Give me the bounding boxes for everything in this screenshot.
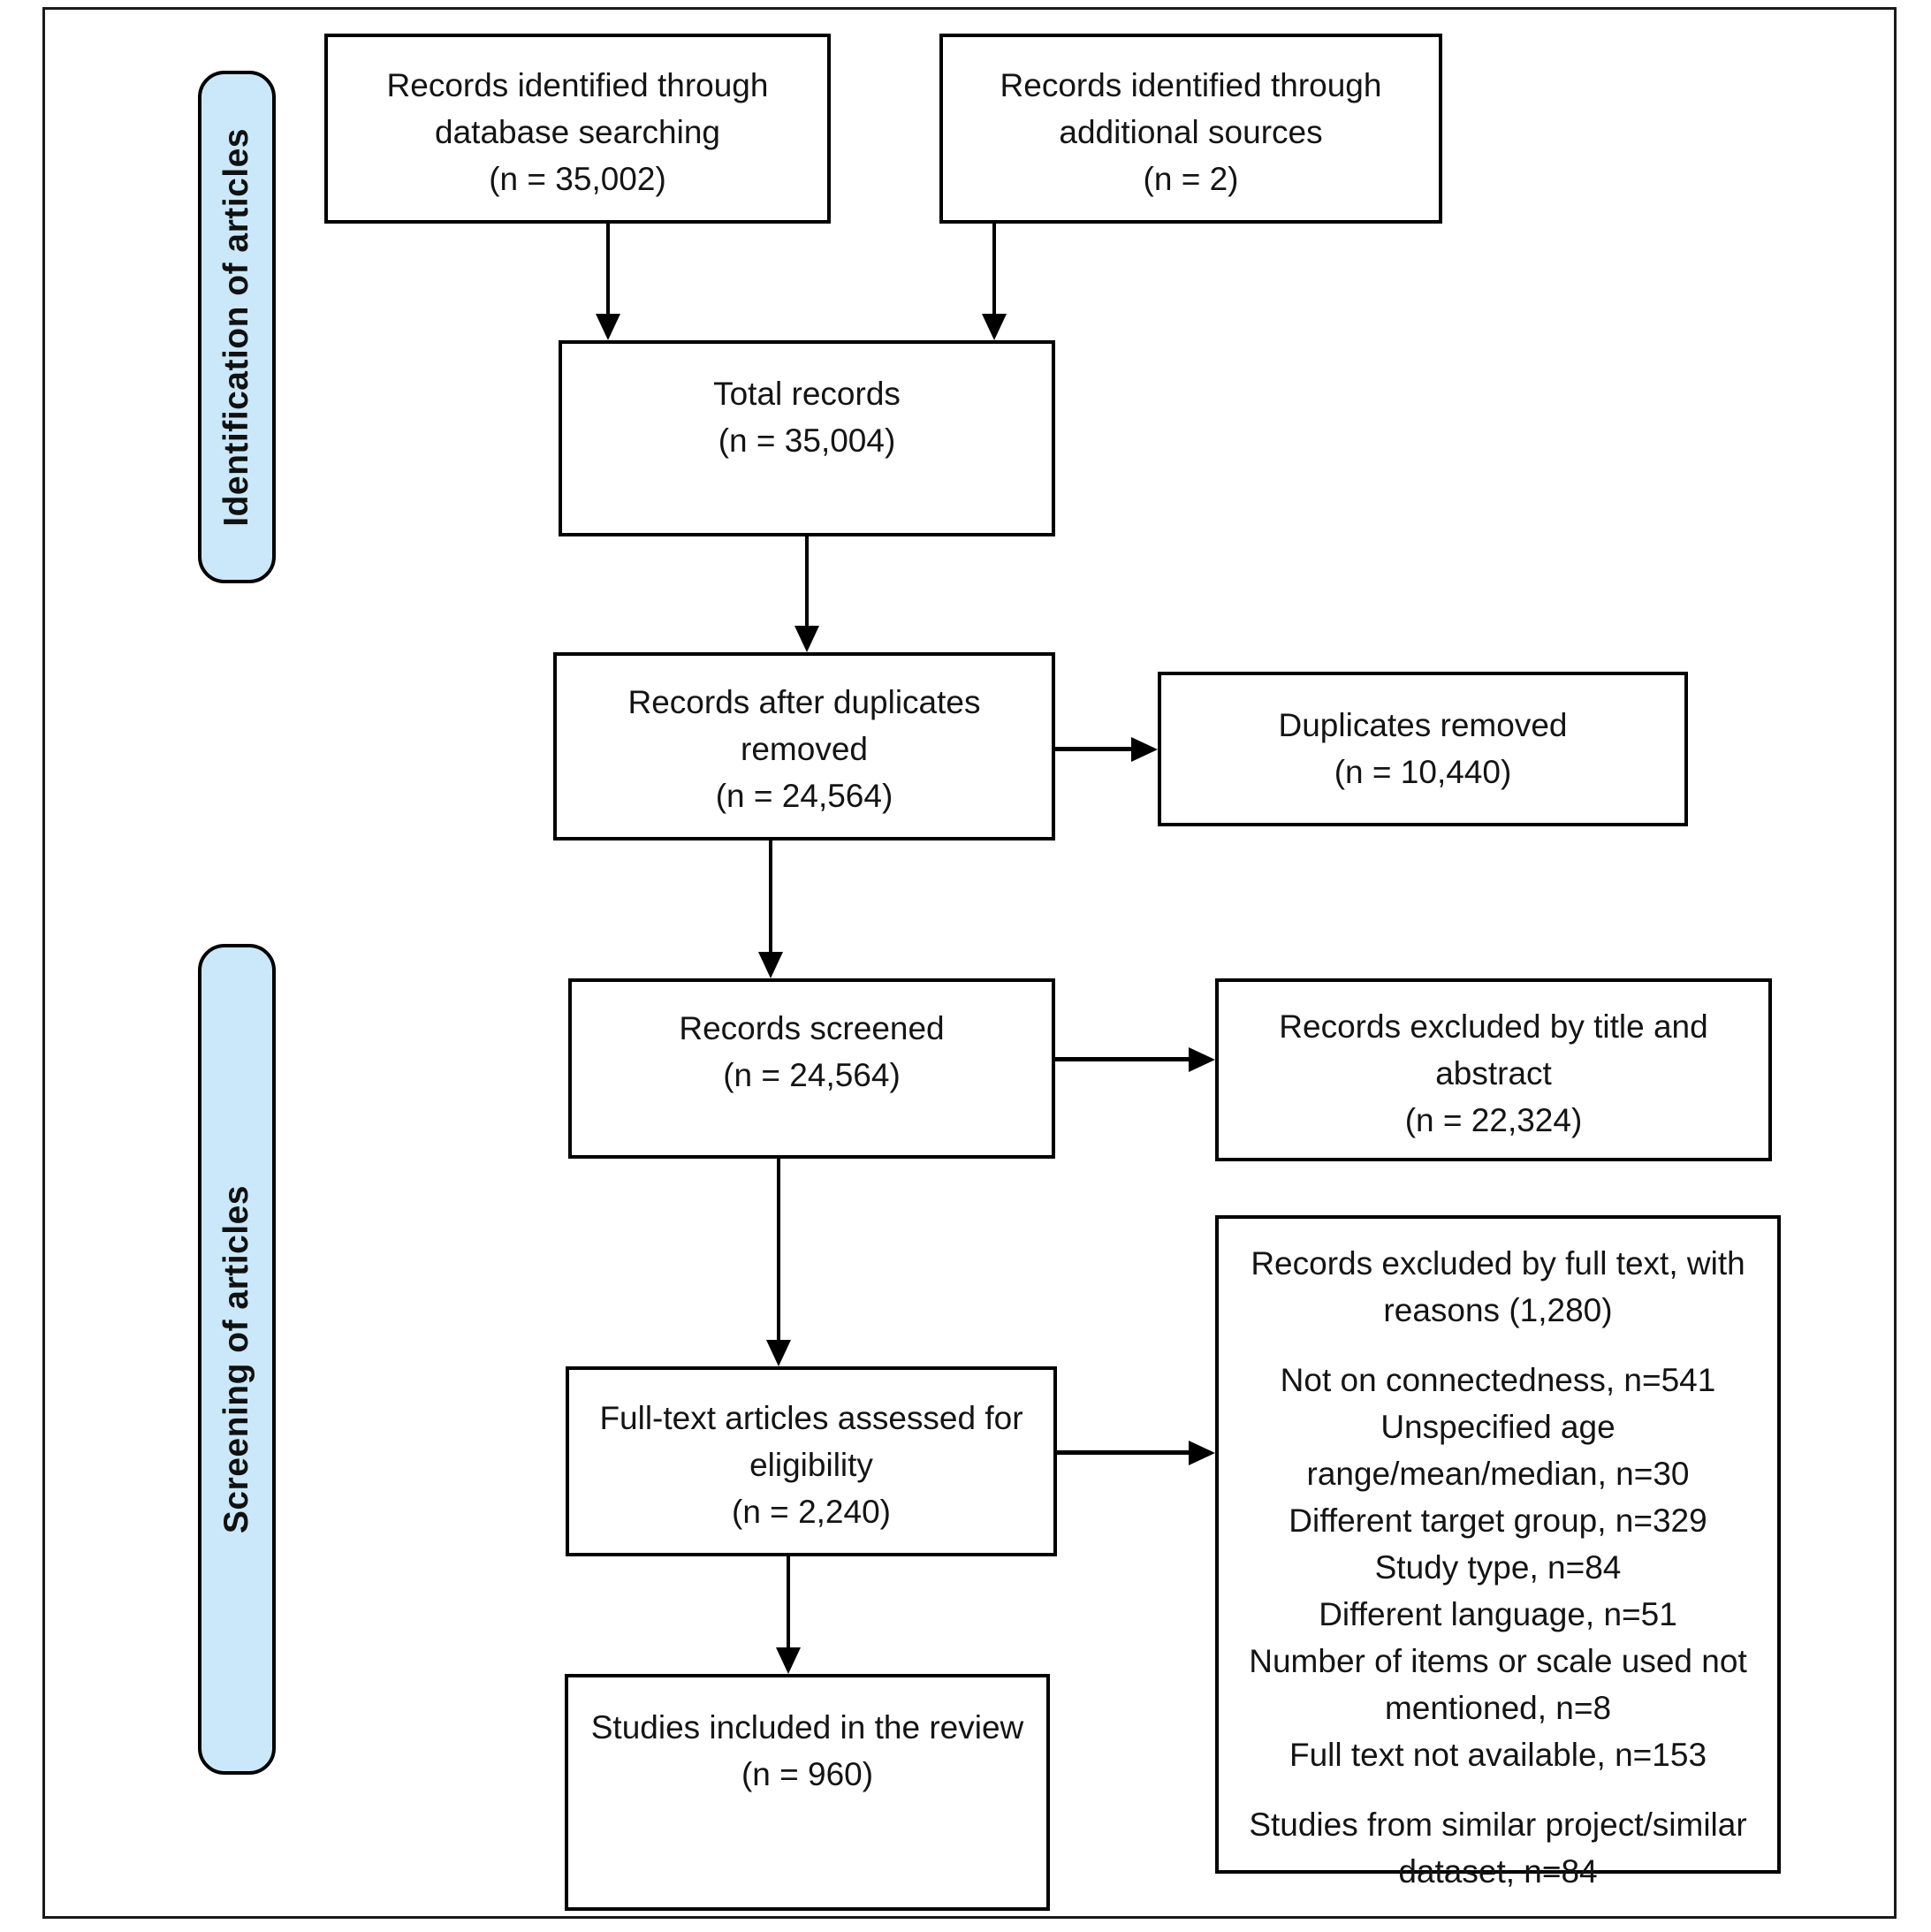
box-line: Total records bbox=[713, 376, 901, 412]
arrowhead-down-icon bbox=[776, 1647, 801, 1674]
box-duplicates-removed bbox=[1158, 672, 1688, 826]
arrow-dbsearch-to-total bbox=[606, 224, 610, 316]
box-line: (n = 2,240) bbox=[732, 1494, 891, 1530]
box-line: database searching bbox=[435, 114, 720, 150]
fulltext-exclusion-title: Records excluded by full text, with reasons (1,280) bbox=[1251, 1245, 1745, 1328]
arrow-afterdup-to-screened bbox=[769, 840, 772, 954]
arrow-afterdup-to-duplicates bbox=[1055, 747, 1133, 751]
box-line: (n = 24,564) bbox=[723, 1057, 901, 1093]
arrowhead-down-icon bbox=[982, 314, 1007, 340]
box-line: (n = 2) bbox=[1143, 161, 1239, 197]
arrow-screened-to-fulltext bbox=[777, 1159, 780, 1342]
exclusion-reason: Study type, n=84 bbox=[1374, 1549, 1622, 1586]
box-records-screened bbox=[568, 978, 1055, 1159]
box-line: (n = 960) bbox=[741, 1756, 874, 1792]
exclusion-reason: Number of items or scale used not mentioned, n=8 bbox=[1249, 1643, 1747, 1726]
box-excluded-fulltext bbox=[1215, 1215, 1781, 1890]
box-line: (n = 35,004) bbox=[718, 422, 896, 459]
arrowhead-down-icon bbox=[766, 1340, 791, 1366]
stage-label-screening: Screening of articles bbox=[217, 1184, 255, 1534]
box-line: abstract bbox=[1435, 1055, 1552, 1092]
exclusion-reason: Full text not available, n=153 bbox=[1289, 1737, 1707, 1773]
arrow-fulltext-to-included bbox=[787, 1556, 790, 1649]
box-line: Studies included in the review bbox=[590, 1709, 1024, 1746]
arrowhead-right-icon bbox=[1189, 1047, 1215, 1072]
stage-bar-identification bbox=[198, 71, 276, 583]
box-fulltext-assessed bbox=[566, 1366, 1057, 1556]
box-excluded-title-abstract bbox=[1215, 978, 1772, 1161]
box-line: Records excluded by title and bbox=[1279, 1008, 1708, 1045]
exclusion-reason: Not on connectedness, n=541 bbox=[1280, 1362, 1716, 1398]
arrowhead-down-icon bbox=[596, 314, 620, 340]
box-after-duplicates-removed bbox=[553, 652, 1055, 840]
arrowhead-right-icon bbox=[1131, 737, 1158, 762]
arrow-fulltext-to-excluded-reasons bbox=[1057, 1450, 1190, 1455]
box-line: (n = 24,564) bbox=[715, 778, 893, 814]
box-studies-included bbox=[565, 1674, 1050, 1911]
fulltext-exclusion-footer: Studies from similar project/similar dataset, n=84 bbox=[1249, 1806, 1747, 1890]
box-line: (n = 10,440) bbox=[1334, 754, 1512, 790]
box-line: Duplicates removed bbox=[1278, 707, 1568, 743]
stage-bar-screening bbox=[198, 944, 276, 1775]
box-line: Full-text articles assessed for bbox=[599, 1400, 1023, 1436]
exclusion-reason: Different language, n=51 bbox=[1319, 1596, 1677, 1632]
box-line: additional sources bbox=[1059, 114, 1323, 150]
box-line: (n = 22,324) bbox=[1404, 1102, 1583, 1138]
fulltext-exclusion-reasons bbox=[1235, 1357, 1761, 1778]
box-line: Records identified through bbox=[1000, 67, 1382, 103]
arrow-screened-to-excluded-title bbox=[1055, 1057, 1190, 1061]
box-line: Records screened bbox=[679, 1010, 945, 1046]
arrowhead-down-icon bbox=[758, 952, 783, 978]
box-line: removed bbox=[741, 731, 868, 767]
arrow-additional-to-total bbox=[992, 224, 996, 316]
box-total-records bbox=[559, 340, 1055, 536]
arrowhead-down-icon bbox=[794, 626, 819, 652]
box-records-additional-sources bbox=[939, 34, 1442, 224]
box-line: Records after duplicates bbox=[627, 684, 981, 720]
box-line: Records identified through bbox=[386, 67, 769, 103]
arrowhead-right-icon bbox=[1189, 1441, 1215, 1465]
stage-label-identification: Identification of articles bbox=[217, 127, 255, 527]
exclusion-reason: Different target group, n=329 bbox=[1289, 1502, 1707, 1539]
box-records-database-search bbox=[324, 34, 831, 224]
box-line: eligibility bbox=[749, 1447, 873, 1483]
arrow-total-to-afterdup bbox=[805, 536, 809, 628]
exclusion-reason: Unspecified age range/mean/median, n=30 bbox=[1306, 1409, 1690, 1492]
box-line: (n = 35,002) bbox=[489, 161, 666, 197]
